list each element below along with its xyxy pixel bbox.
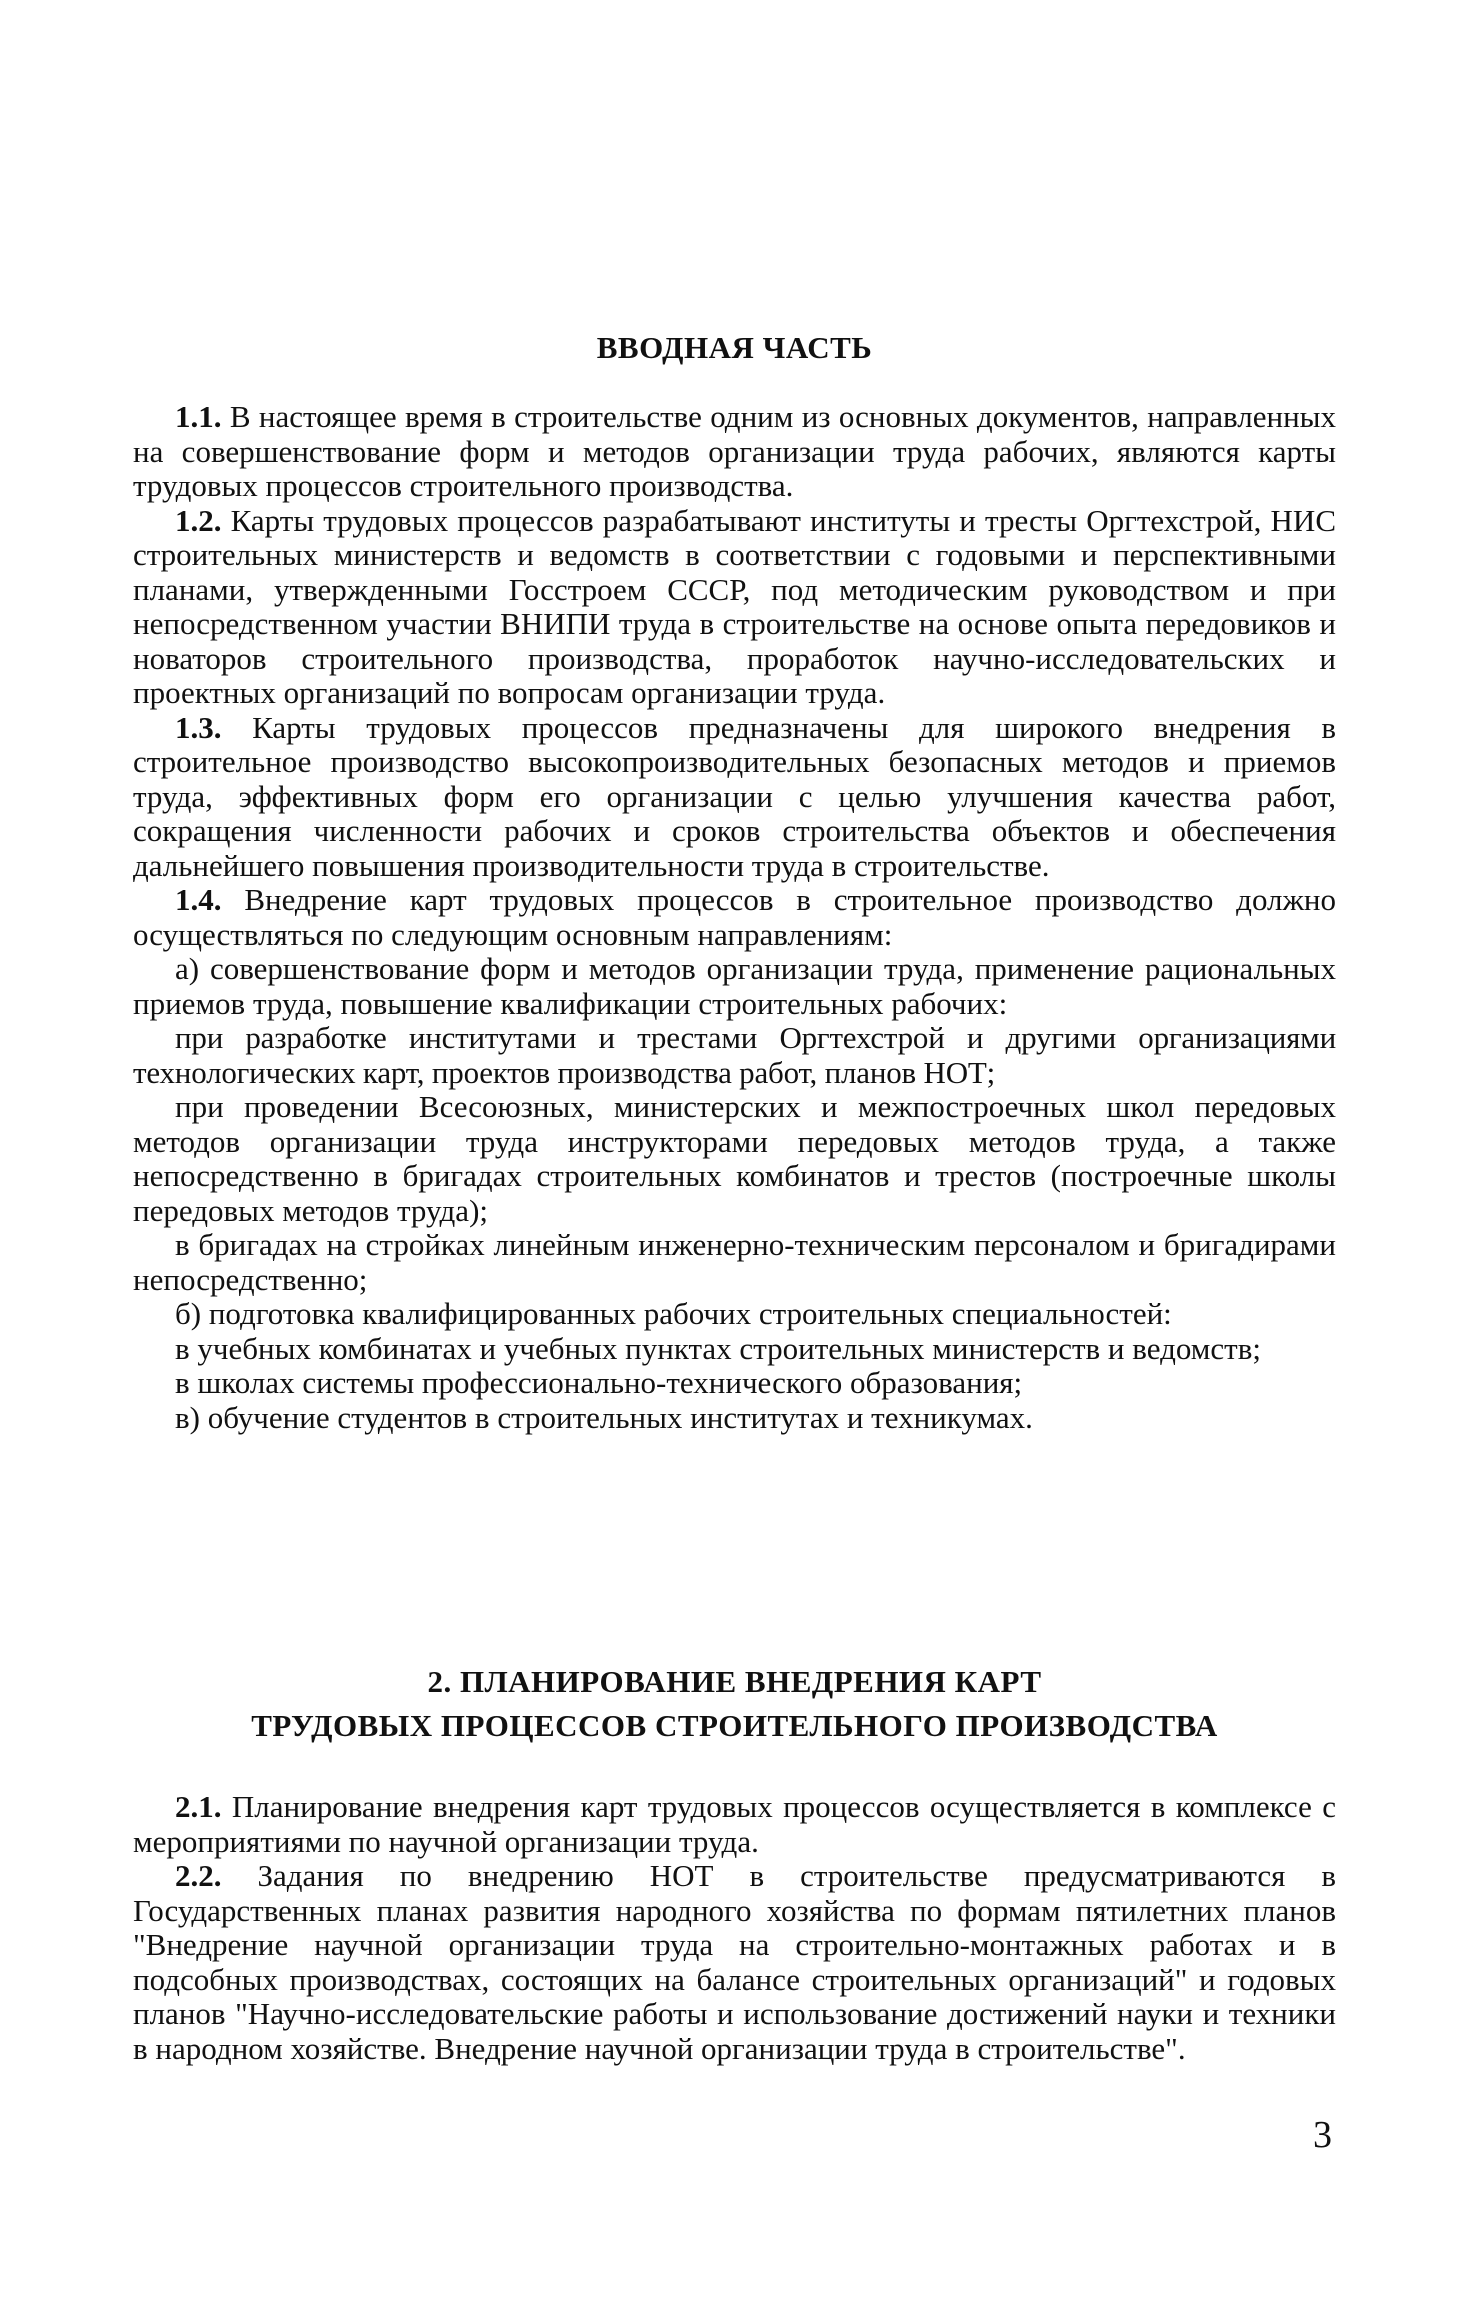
paragraph-number: 1.2. <box>175 502 222 538</box>
paragraph-1-2 <box>133 504 1336 711</box>
paragraph-1-3 <box>133 711 1336 884</box>
paragraph-text: а) совершенствование форм и методов организации труда, применение рациональных приемов труда, повышение квалификации строительных рабочих: <box>133 951 1336 1021</box>
paragraph-text: Карты трудовых процессов разрабатывают институты и тресты Оргтехстрой, НИС строительных министерств и ведомств в соответствии с годовыми и перспективными планами, утвержденными Госстроем СССР, под методическим руководством и при непосредственном участии ВНИПИ труда в строительстве на основе опыта передовиков и новаторов строительного производства, проработок научно-исследовательских и проектных организаций по вопросам организации труда. <box>133 502 1336 710</box>
list-subitem <box>133 1332 1336 1367</box>
paragraph-number: 2.1. <box>175 1789 222 1824</box>
paragraph-text: Карты трудовых процессов предназначены для широкого внедрения в строительное производство высокопроизводительных безопасных методов и приемов труда, эффективных форм его организации с целью улучшения качества работ, сокращения численности рабочих и сроков строительства объектов и обеспечения дальнейшего повышения производительности труда в строительстве. <box>133 709 1336 883</box>
list-subitem <box>133 1090 1336 1228</box>
section-2-heading-line-2: ТРУДОВЫХ ПРОЦЕССОВ СТРОИТЕЛЬНОГО ПРОИЗВОДСТВА <box>251 1708 1218 1743</box>
paragraph-number: 1.3. <box>175 709 222 745</box>
paragraph-1-4 <box>133 883 1336 952</box>
paragraph-text: при разработке институтами и трестами Оргтехстрой и другими организациями технологических карт, проектов производства работ, планов НОТ; <box>133 1020 1336 1090</box>
list-item-b <box>133 1297 1336 1332</box>
section-2-body <box>133 1790 1336 2066</box>
paragraph-text: при проведении Всесоюзных, министерских и межпостроечных школ передовых методов организации труда инструкторами передовых методов труда, а также непосредственно в бригадах строительных комбинатов и трестов (построечные школы передовых методов труда); <box>133 1089 1336 1228</box>
intro-body <box>133 400 1336 1435</box>
paragraph-1-1 <box>133 400 1336 504</box>
paragraph-text: б) подготовка квалифицированных рабочих строительных специальностей: <box>175 1296 1172 1331</box>
list-subitem <box>133 1366 1336 1401</box>
paragraph-2-1 <box>133 1790 1336 1859</box>
paragraph-text: в учебных комбинатах и учебных пунктах строительных министерств и ведомств; <box>175 1330 1261 1366</box>
paragraph-number: 1.4. <box>175 882 222 917</box>
paragraph-text: в школах системы профессионально-технического образования; <box>175 1365 1023 1400</box>
paragraph-text: Внедрение карт трудовых процессов в строительное производство должно осуществляться по следующим основным направлениям: <box>133 882 1337 952</box>
paragraph-text: Задания по внедрению НОТ в строительстве предусматриваются в Государственных планах развития народного хозяйства по формам пятилетних планов "Внедрение научной организации труда на строительно-монтажных работах и в подсобных производствах, состоящих на балансе строительных организаций" и годовых планов "Научно-исследовательские работы и использование достижений науки и техники в народном хозяйстве. Внедрение научной организации труда в строительстве". <box>133 1858 1336 2066</box>
list-item-c <box>133 1401 1336 1436</box>
paragraph-text: В настоящее время в строительстве одним из основных документов, направленных на совершенствование форм и методов организации труда рабочих, являются карты трудовых процессов строительного производства. <box>133 399 1337 503</box>
page-number: 3 <box>1313 2114 1332 2156</box>
paragraph-number: 2.2. <box>175 1858 222 1893</box>
list-subitem <box>133 1228 1336 1297</box>
paragraph-text: Планирование внедрения карт трудовых процессов осуществляется в комплексе с мероприятиями по научной организации труда. <box>133 1789 1336 1859</box>
paragraph-text: в бригадах на стройках линейным инженерно-техническим персоналом и бригадирами непосредственно; <box>133 1227 1336 1297</box>
section-2-heading <box>133 1660 1336 1748</box>
paragraph-number: 1.1. <box>175 399 222 434</box>
list-item-a <box>133 952 1336 1021</box>
section-2-heading-line-1: 2. ПЛАНИРОВАНИЕ ВНЕДРЕНИЯ КАРТ <box>427 1664 1042 1699</box>
paragraph-text: в) обучение студентов в строительных институтах и техникумах. <box>175 1399 1033 1435</box>
paragraph-2-2 <box>133 1859 1336 2066</box>
intro-heading: ВВОДНАЯ ЧАСТЬ <box>596 330 873 365</box>
list-subitem <box>133 1021 1336 1090</box>
